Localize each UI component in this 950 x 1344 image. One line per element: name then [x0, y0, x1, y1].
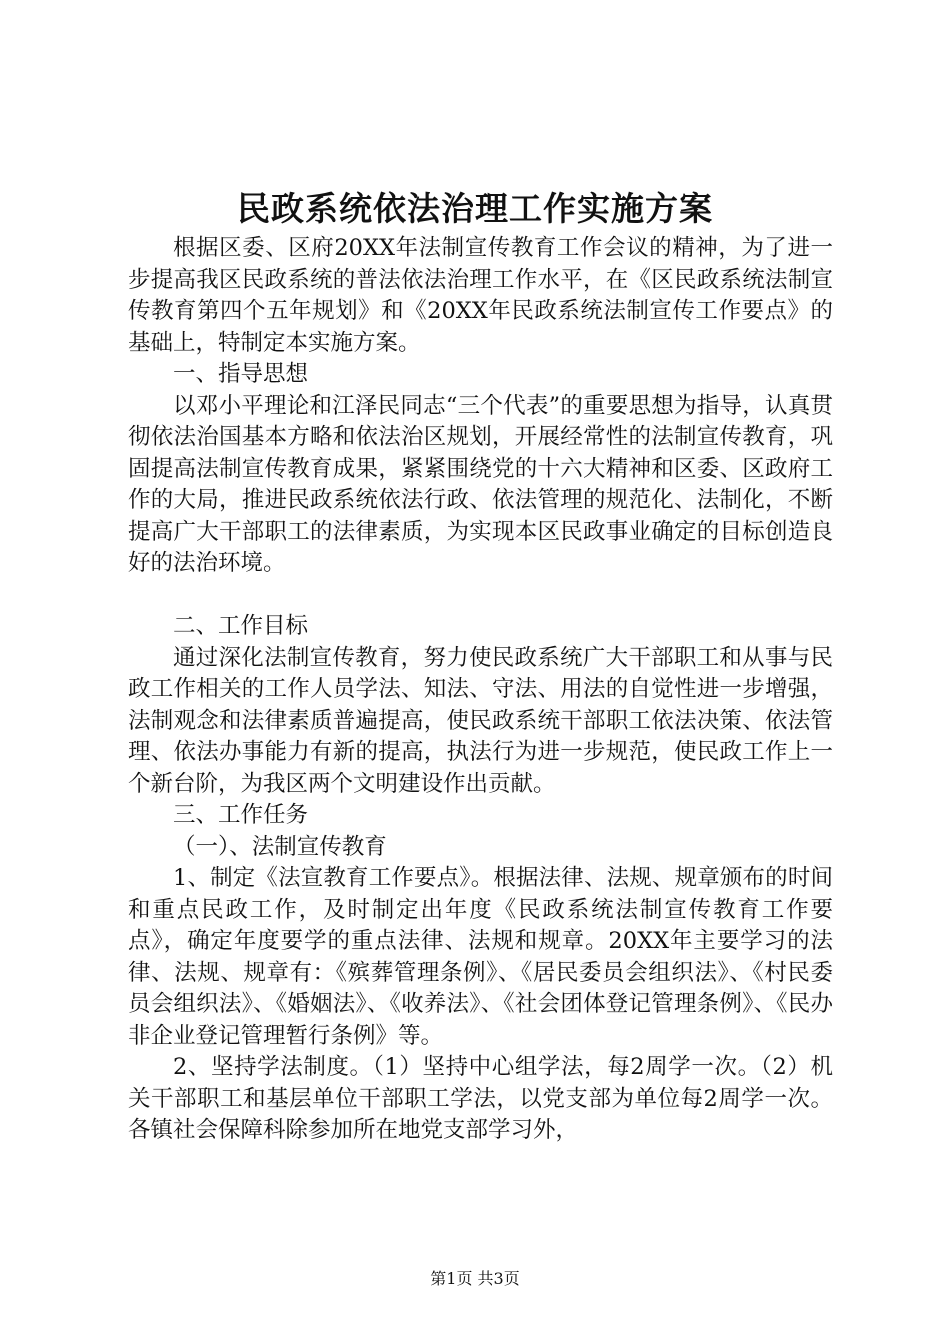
- task-item-2: 2、坚持学法制度。（1）坚持中心组学法，每2周学一次。（2）机关干部职工和基层单位干部职工学法，以党支部为单位每2周学一次。各镇社会保障科除参加所在地党支部学习外，: [128, 1054, 833, 1143]
- section-heading-guiding-ideology: 一、指导思想: [173, 361, 309, 387]
- paragraph-gap: [128, 580, 833, 612]
- document-body: [128, 233, 833, 1147]
- section-text-work-goals: 通过深化法制宣传教育，努力使民政系统广大干部职工和从事与民政工作相关的工作人员学法、知法、守法、用法的自觉性进一步增强，法制观念和法律素质普遍提高，使民政系统干部职工依法决策、依法管理、依法办事能力有新的提高，执法行为进一步规范，使民政工作上一个新台阶，为我区两个文明建设作出贡献。: [128, 644, 833, 797]
- section-heading-work-goals: 二、工作目标: [173, 613, 309, 639]
- section-heading-work-tasks: 三、工作任务: [173, 802, 309, 828]
- page-footer: 第1页 共3页: [430, 1269, 520, 1288]
- section-text-guiding-ideology: 以邓小平理论和江泽民同志“三个代表”的重要思想为指导，认真贯彻依法治国基本方略和依法治区规划，开展经常性的法制宣传教育，巩固提高法制宣传教育成果，紧紧围绕党的十六大精神和区委、区政府工作的大局，推进民政系统依法行政、依法管理的规范化、法制化，不断提高广大干部职工的法律素质，为实现本区民政事业确定的目标创造良好的法治环境。: [128, 392, 833, 576]
- document-title: 民政系统依法治理工作实施方案: [237, 189, 713, 228]
- task-item-1: 1、制定《法宣教育工作要点》。根据法律、法规、规章颁布的时间和重点民政工作，及时制定出年度《民政系统法制宣传教育工作要点》，确定年度要学的重点法律、法规和规章。20XX年主要学习的法律、法规、规章有：《殡葬管理条例》、《居民委员会组织法》、《村民委员会组织法》、《婚姻法》、《收养法》、《社会团体登记管理条例》、《民办非企业登记管理暂行条例》等。: [128, 865, 833, 1049]
- intro-paragraph: 根据区委、区府20XX年法制宣传教育工作会议的精神，为了进一步提高我区民政系统的普法依法治理工作水平，在《区民政系统法制宣传教育第四个五年规划》和《20XX年民政系统法制宣传工作要点》的基础上，特制定本实施方案。: [128, 235, 833, 356]
- subsection-heading-legal-publicity: （一）、法制宣传教育: [173, 833, 387, 860]
